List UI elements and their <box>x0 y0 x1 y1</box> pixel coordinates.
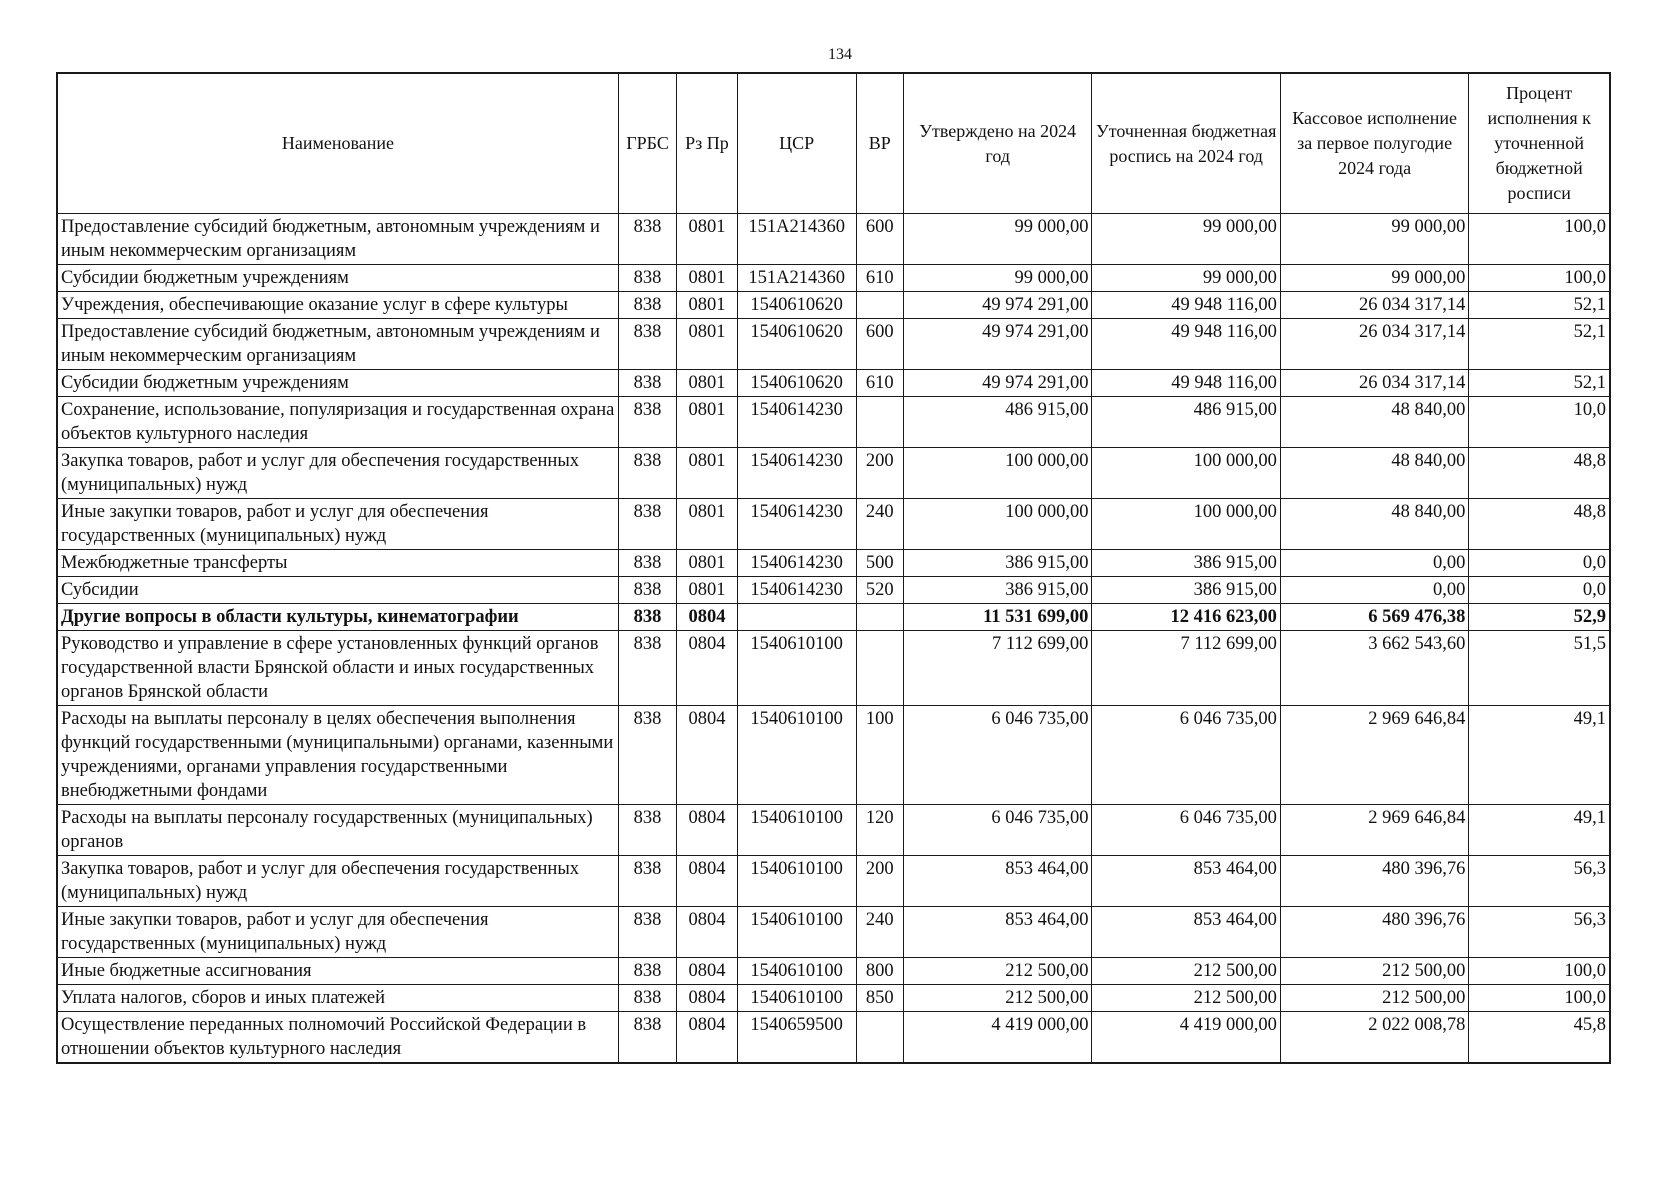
cell-cash: 3 662 543,60 <box>1280 631 1468 706</box>
cell-vr: 500 <box>856 550 903 577</box>
cell-grbs: 838 <box>618 805 676 856</box>
cell-csr: 151А214360 <box>737 214 856 265</box>
cell-rzpr: 0804 <box>677 631 737 706</box>
cell-name: Иные закупки товаров, работ и услуг для обеспечения государственных (муниципальных) нужд <box>57 499 618 550</box>
cell-csr: 1540610100 <box>737 631 856 706</box>
cell-percent: 100,0 <box>1469 214 1610 265</box>
cell-approved: 853 464,00 <box>903 856 1091 907</box>
cell-vr <box>856 397 903 448</box>
cell-refined: 212 500,00 <box>1092 985 1280 1012</box>
cell-cash: 48 840,00 <box>1280 448 1468 499</box>
cell-percent: 51,5 <box>1469 631 1610 706</box>
table-row <box>57 604 1610 631</box>
cell-cash: 480 396,76 <box>1280 907 1468 958</box>
cell-name: Учреждения, обеспечивающие оказание услуг в сфере культуры <box>57 292 618 319</box>
cell-percent: 100,0 <box>1469 958 1610 985</box>
cell-approved: 49 974 291,00 <box>903 370 1091 397</box>
table-row <box>57 985 1610 1012</box>
cell-rzpr: 0801 <box>677 448 737 499</box>
cell-grbs: 838 <box>618 985 676 1012</box>
header-cash: Кассовое исполнение за первое полугодие 2024 года <box>1280 73 1468 214</box>
table-row <box>57 550 1610 577</box>
cell-name: Предоставление субсидий бюджетным, автономным учреждениям и иным некоммерческим организациям <box>57 214 618 265</box>
cell-percent: 49,1 <box>1469 805 1610 856</box>
cell-vr: 240 <box>856 907 903 958</box>
table-row <box>57 958 1610 985</box>
cell-vr <box>856 631 903 706</box>
cell-csr: 1540610100 <box>737 985 856 1012</box>
header-name: Наименование <box>57 73 618 214</box>
cell-grbs: 838 <box>618 319 676 370</box>
cell-refined: 12 416 623,00 <box>1092 604 1280 631</box>
cell-approved: 100 000,00 <box>903 448 1091 499</box>
cell-approved: 6 046 735,00 <box>903 805 1091 856</box>
cell-percent: 52,1 <box>1469 319 1610 370</box>
cell-csr: 151А214360 <box>737 265 856 292</box>
cell-approved: 4 419 000,00 <box>903 1012 1091 1064</box>
cell-cash: 6 569 476,38 <box>1280 604 1468 631</box>
cell-csr: 1540614230 <box>737 397 856 448</box>
page-number: 134 <box>828 46 852 63</box>
cell-approved: 386 915,00 <box>903 577 1091 604</box>
cell-approved: 11 531 699,00 <box>903 604 1091 631</box>
cell-name: Другие вопросы в области культуры, кинематографии <box>57 604 618 631</box>
table-row <box>57 448 1610 499</box>
cell-vr: 200 <box>856 856 903 907</box>
cell-grbs: 838 <box>618 265 676 292</box>
cell-refined: 7 112 699,00 <box>1092 631 1280 706</box>
cell-approved: 386 915,00 <box>903 550 1091 577</box>
cell-grbs: 838 <box>618 550 676 577</box>
cell-percent: 48,8 <box>1469 448 1610 499</box>
cell-rzpr: 0801 <box>677 370 737 397</box>
cell-approved: 7 112 699,00 <box>903 631 1091 706</box>
table-row <box>57 499 1610 550</box>
cell-name: Субсидии <box>57 577 618 604</box>
table-row <box>57 370 1610 397</box>
cell-cash: 26 034 317,14 <box>1280 370 1468 397</box>
cell-grbs: 838 <box>618 214 676 265</box>
table-body <box>57 214 1610 1064</box>
cell-csr: 1540614230 <box>737 499 856 550</box>
header-percent: Процент исполнения к уточненной бюджетной росписи <box>1469 73 1610 214</box>
cell-percent: 0,0 <box>1469 550 1610 577</box>
table-row <box>57 265 1610 292</box>
cell-grbs: 838 <box>618 631 676 706</box>
cell-vr <box>856 604 903 631</box>
cell-grbs: 838 <box>618 1012 676 1064</box>
cell-csr: 1540614230 <box>737 577 856 604</box>
cell-cash: 0,00 <box>1280 550 1468 577</box>
cell-refined: 49 948 116,00 <box>1092 292 1280 319</box>
cell-csr: 1540610100 <box>737 706 856 805</box>
cell-cash: 26 034 317,14 <box>1280 292 1468 319</box>
cell-name: Иные закупки товаров, работ и услуг для обеспечения государственных (муниципальных) нужд <box>57 907 618 958</box>
header-vr: ВР <box>856 73 903 214</box>
cell-approved: 99 000,00 <box>903 265 1091 292</box>
cell-percent: 52,1 <box>1469 370 1610 397</box>
cell-percent: 52,9 <box>1469 604 1610 631</box>
table-row <box>57 397 1610 448</box>
cell-name: Межбюджетные трансферты <box>57 550 618 577</box>
cell-approved: 49 974 291,00 <box>903 319 1091 370</box>
cell-csr <box>737 604 856 631</box>
cell-name: Иные бюджетные ассигнования <box>57 958 618 985</box>
cell-csr: 1540610100 <box>737 907 856 958</box>
budget-execution-table <box>56 72 1611 1064</box>
cell-refined: 386 915,00 <box>1092 577 1280 604</box>
cell-percent: 10,0 <box>1469 397 1610 448</box>
cell-cash: 48 840,00 <box>1280 499 1468 550</box>
cell-rzpr: 0804 <box>677 805 737 856</box>
cell-cash: 2 969 646,84 <box>1280 805 1468 856</box>
cell-vr: 100 <box>856 706 903 805</box>
cell-cash: 2 022 008,78 <box>1280 1012 1468 1064</box>
cell-csr: 1540610620 <box>737 319 856 370</box>
cell-approved: 6 046 735,00 <box>903 706 1091 805</box>
cell-refined: 100 000,00 <box>1092 499 1280 550</box>
table-row <box>57 907 1610 958</box>
cell-cash: 26 034 317,14 <box>1280 319 1468 370</box>
cell-refined: 100 000,00 <box>1092 448 1280 499</box>
cell-grbs: 838 <box>618 907 676 958</box>
table-row <box>57 292 1610 319</box>
cell-rzpr: 0804 <box>677 985 737 1012</box>
cell-name: Расходы на выплаты персоналу в целях обеспечения выполнения функций государственными (муниципальными) органами, казенными учреждениями, органами управления государственными внебюджетными фондами <box>57 706 618 805</box>
cell-name: Субсидии бюджетным учреждениям <box>57 370 618 397</box>
cell-csr: 1540610100 <box>737 805 856 856</box>
cell-refined: 99 000,00 <box>1092 214 1280 265</box>
cell-approved: 49 974 291,00 <box>903 292 1091 319</box>
cell-refined: 386 915,00 <box>1092 550 1280 577</box>
cell-rzpr: 0804 <box>677 1012 737 1064</box>
cell-vr: 850 <box>856 985 903 1012</box>
cell-rzpr: 0801 <box>677 265 737 292</box>
cell-rzpr: 0801 <box>677 397 737 448</box>
cell-grbs: 838 <box>618 958 676 985</box>
cell-grbs: 838 <box>618 604 676 631</box>
cell-rzpr: 0804 <box>677 958 737 985</box>
cell-approved: 100 000,00 <box>903 499 1091 550</box>
cell-grbs: 838 <box>618 499 676 550</box>
cell-cash: 99 000,00 <box>1280 214 1468 265</box>
header-grbs: ГРБС <box>618 73 676 214</box>
table-row <box>57 706 1610 805</box>
cell-approved: 853 464,00 <box>903 907 1091 958</box>
cell-approved: 99 000,00 <box>903 214 1091 265</box>
cell-name: Предоставление субсидий бюджетным, автономным учреждениям и иным некоммерческим организациям <box>57 319 618 370</box>
cell-csr: 1540614230 <box>737 448 856 499</box>
cell-refined: 6 046 735,00 <box>1092 706 1280 805</box>
cell-rzpr: 0804 <box>677 856 737 907</box>
cell-csr: 1540610100 <box>737 856 856 907</box>
cell-rzpr: 0804 <box>677 907 737 958</box>
cell-refined: 49 948 116,00 <box>1092 319 1280 370</box>
cell-name: Субсидии бюджетным учреждениям <box>57 265 618 292</box>
cell-vr: 120 <box>856 805 903 856</box>
cell-approved: 486 915,00 <box>903 397 1091 448</box>
table-row <box>57 631 1610 706</box>
table-row <box>57 856 1610 907</box>
cell-refined: 486 915,00 <box>1092 397 1280 448</box>
cell-approved: 212 500,00 <box>903 958 1091 985</box>
cell-percent: 56,3 <box>1469 907 1610 958</box>
header-refined: Уточненная бюджетная роспись на 2024 год <box>1092 73 1280 214</box>
cell-rzpr: 0801 <box>677 292 737 319</box>
cell-csr: 1540610620 <box>737 292 856 319</box>
cell-percent: 48,8 <box>1469 499 1610 550</box>
cell-vr: 610 <box>856 265 903 292</box>
cell-vr <box>856 1012 903 1064</box>
cell-rzpr: 0801 <box>677 214 737 265</box>
cell-vr: 520 <box>856 577 903 604</box>
cell-percent: 100,0 <box>1469 265 1610 292</box>
cell-grbs: 838 <box>618 370 676 397</box>
cell-cash: 48 840,00 <box>1280 397 1468 448</box>
cell-approved: 212 500,00 <box>903 985 1091 1012</box>
cell-refined: 99 000,00 <box>1092 265 1280 292</box>
cell-cash: 99 000,00 <box>1280 265 1468 292</box>
cell-percent: 100,0 <box>1469 985 1610 1012</box>
cell-grbs: 838 <box>618 448 676 499</box>
header-csr: ЦСР <box>737 73 856 214</box>
cell-percent: 49,1 <box>1469 706 1610 805</box>
table-row <box>57 319 1610 370</box>
cell-vr: 800 <box>856 958 903 985</box>
cell-refined: 853 464,00 <box>1092 907 1280 958</box>
cell-vr: 240 <box>856 499 903 550</box>
cell-refined: 853 464,00 <box>1092 856 1280 907</box>
cell-name: Закупка товаров, работ и услуг для обеспечения государственных (муниципальных) нужд <box>57 448 618 499</box>
cell-csr: 1540659500 <box>737 1012 856 1064</box>
cell-percent: 45,8 <box>1469 1012 1610 1064</box>
cell-grbs: 838 <box>618 706 676 805</box>
cell-percent: 52,1 <box>1469 292 1610 319</box>
cell-refined: 4 419 000,00 <box>1092 1012 1280 1064</box>
cell-name: Закупка товаров, работ и услуг для обеспечения государственных (муниципальных) нужд <box>57 856 618 907</box>
cell-rzpr: 0801 <box>677 319 737 370</box>
cell-rzpr: 0804 <box>677 706 737 805</box>
cell-name: Руководство и управление в сфере установленных функций органов государственной власти Брянской области и иных государственных органов Брянской области <box>57 631 618 706</box>
cell-vr: 610 <box>856 370 903 397</box>
cell-grbs: 838 <box>618 856 676 907</box>
header-row <box>57 73 1610 214</box>
cell-cash: 212 500,00 <box>1280 958 1468 985</box>
cell-rzpr: 0801 <box>677 577 737 604</box>
cell-vr: 200 <box>856 448 903 499</box>
cell-rzpr: 0801 <box>677 499 737 550</box>
cell-percent: 56,3 <box>1469 856 1610 907</box>
cell-cash: 480 396,76 <box>1280 856 1468 907</box>
table-row <box>57 214 1610 265</box>
cell-rzpr: 0804 <box>677 604 737 631</box>
header-rzpr: Рз Пр <box>677 73 737 214</box>
cell-vr: 600 <box>856 319 903 370</box>
cell-grbs: 838 <box>618 577 676 604</box>
cell-grbs: 838 <box>618 292 676 319</box>
cell-name: Уплата налогов, сборов и иных платежей <box>57 985 618 1012</box>
header-approved: Утверждено на 2024 год <box>903 73 1091 214</box>
table-row <box>57 805 1610 856</box>
cell-name: Сохранение, использование, популяризация и государственная охрана объектов культурного наследия <box>57 397 618 448</box>
cell-cash: 2 969 646,84 <box>1280 706 1468 805</box>
table-header <box>57 73 1610 214</box>
cell-refined: 49 948 116,00 <box>1092 370 1280 397</box>
cell-cash: 0,00 <box>1280 577 1468 604</box>
cell-csr: 1540610620 <box>737 370 856 397</box>
cell-rzpr: 0801 <box>677 550 737 577</box>
cell-name: Осуществление переданных полномочий Российской Федерации в отношении объектов культурного наследия <box>57 1012 618 1064</box>
cell-grbs: 838 <box>618 397 676 448</box>
cell-refined: 212 500,00 <box>1092 958 1280 985</box>
cell-percent: 0,0 <box>1469 577 1610 604</box>
cell-vr <box>856 292 903 319</box>
cell-csr: 1540610100 <box>737 958 856 985</box>
cell-cash: 212 500,00 <box>1280 985 1468 1012</box>
table-row <box>57 577 1610 604</box>
cell-name: Расходы на выплаты персоналу государственных (муниципальных) органов <box>57 805 618 856</box>
cell-refined: 6 046 735,00 <box>1092 805 1280 856</box>
cell-vr: 600 <box>856 214 903 265</box>
table-row <box>57 1012 1610 1064</box>
cell-csr: 1540614230 <box>737 550 856 577</box>
